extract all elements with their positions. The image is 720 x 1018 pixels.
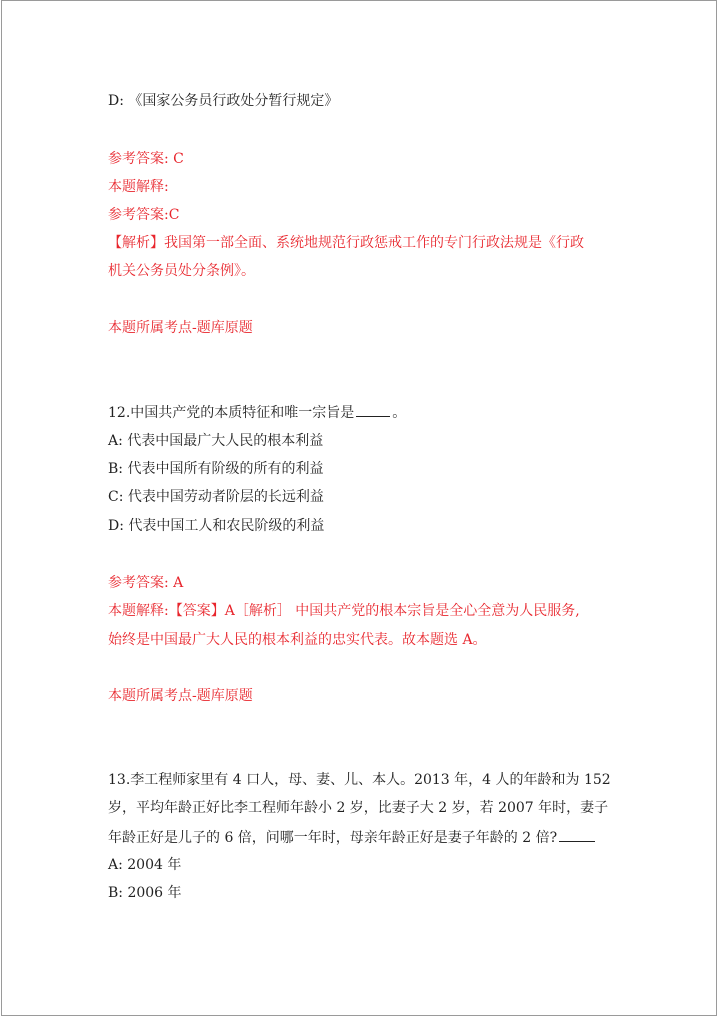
q11-source: 本题所属考点-题库原题 <box>108 320 253 336</box>
q13-option-b: B: 2006 年 <box>108 885 182 901</box>
q11-analysis-line1: 【解析】我国第一部全面、系统地规范行政惩戒工作的专门行政法规是《行政 <box>108 235 584 251</box>
q13-option-a: A: 2004 年 <box>108 857 182 873</box>
q11-option-d: D: 《国家公务员行政处分暂行规定》 <box>108 93 339 109</box>
q12-question-end: 。 <box>392 405 407 421</box>
q11-answer-repeat: 参考答案:C <box>108 207 180 223</box>
q11-explain-label: 本题解释: <box>108 179 169 195</box>
q12-option-c: C: 代表中国劳动者阶层的长远利益 <box>108 489 324 505</box>
q12-question <box>108 402 406 423</box>
q12-explain-line1: 本题解释:【答案】A［解析］ 中国共产党的根本宗旨是全心全意为人民服务, <box>108 603 580 619</box>
q11-analysis-line2: 机关公务员处分条例》。 <box>108 263 255 279</box>
q11-answer: 参考答案: C <box>108 151 184 167</box>
q12-option-d: D: 代表中国工人和农民阶级的利益 <box>108 518 325 534</box>
answer-blank <box>559 827 595 842</box>
q12-answer: 参考答案: A <box>108 575 184 591</box>
q12-question-text: 12.中国共产党的本质特征和唯一宗旨是 <box>108 405 355 421</box>
answer-blank <box>356 402 390 417</box>
q13-line2: 岁，平均年龄正好比李工程师年龄小 2 岁，比妻子大 2 岁，若 2007 年时，妻子 <box>108 800 609 816</box>
q12-option-a: A: 代表中国最广大人民的根本利益 <box>108 433 324 449</box>
q13-line3 <box>108 827 597 848</box>
q13-line3-text: 年龄正好是儿子的 6 倍，问哪一年时，母亲年龄正好是妻子年龄的 2 倍? <box>108 830 558 846</box>
q12-source: 本题所属考点-题库原题 <box>108 688 253 704</box>
q13-line1: 13.李工程师家里有 4 口人，母、妻、儿、本人。2013 年，4 人的年龄和为 152 <box>108 772 611 788</box>
q12-explain-line2: 始终是中国最广大人民的根本利益的忠实代表。故本题选 A。 <box>108 632 487 648</box>
q12-option-b: B: 代表中国所有阶级的所有的利益 <box>108 461 324 477</box>
